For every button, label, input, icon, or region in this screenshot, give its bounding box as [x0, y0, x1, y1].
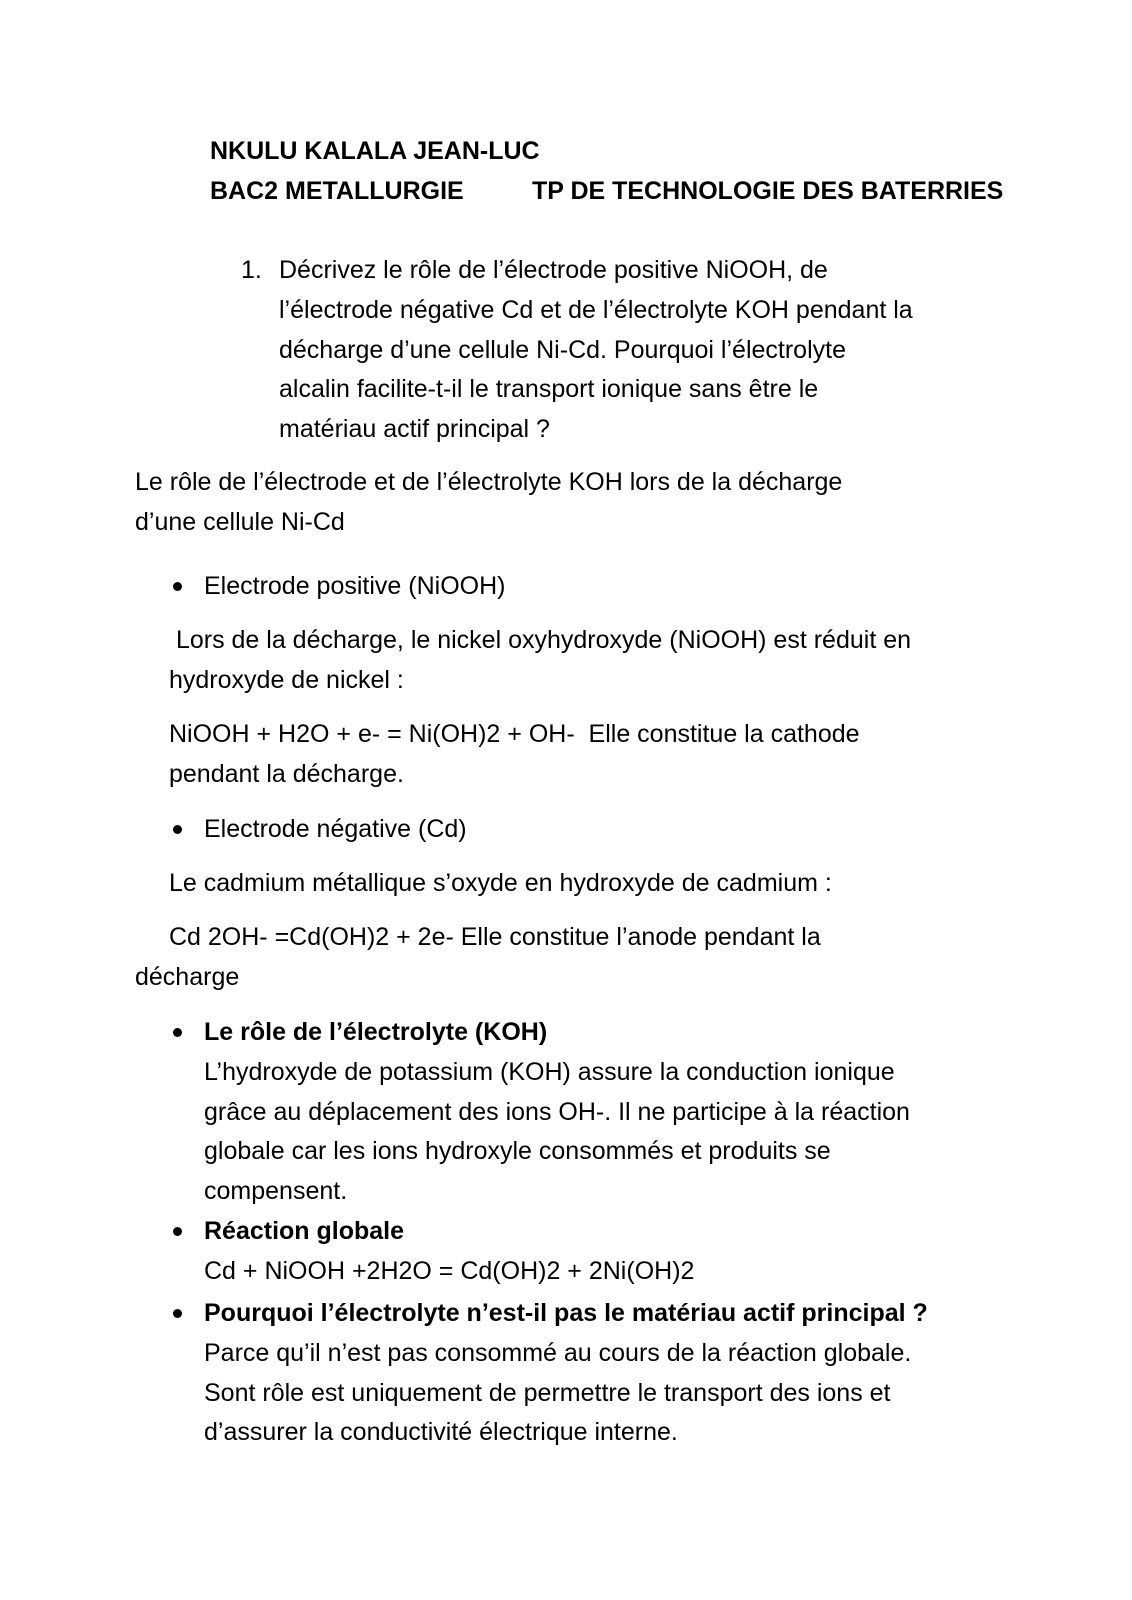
author-name	[210, 131, 540, 171]
author-name-text: NKULU KALALA JEAN-LUC	[210, 137, 540, 165]
bullet-icon	[173, 1309, 182, 1318]
level-label: BAC2 METALLURGIE	[210, 177, 464, 205]
electrolyte-line: compensent.	[204, 1177, 348, 1205]
global-reaction-equation: Cd + NiOOH +2H2O = Cd(OH)2 + 2Ni(OH)2	[204, 1257, 695, 1285]
why-heading: Pourquoi l’électrolyte n’est-il pas le matériau actif principal ?	[204, 1299, 928, 1327]
intro-line: d’une cellule Ni-Cd	[135, 508, 345, 536]
bullet-icon	[173, 1227, 182, 1236]
electrolyte-line: grâce au déplacement des ions OH-. Il ne participe à la réaction	[204, 1098, 910, 1126]
positive-desc-line: hydroxyde de nickel :	[169, 666, 404, 694]
positive-electrode-heading: Electrode positive (NiOOH)	[204, 572, 506, 600]
header-course-line	[210, 171, 1004, 211]
positive-equation-line: pendant la décharge.	[169, 760, 404, 788]
course-title: TP DE TECHNOLOGIE DES BATERRIES	[532, 177, 1004, 205]
question-line: l’électrode négative Cd et de l’électrolyte KOH pendant la	[279, 296, 913, 324]
question-number: 1.	[241, 256, 262, 284]
positive-equation-line: NiOOH + H2O + e- = Ni(OH)2 + OH- Elle constitue la cathode	[169, 720, 860, 748]
why-line: d’assurer la conductivité électrique interne.	[204, 1418, 678, 1446]
question-line: matériau actif principal ?	[279, 415, 550, 443]
why-line: Sont rôle est uniquement de permettre le transport des ions et	[204, 1379, 891, 1407]
bullet-icon	[173, 825, 182, 834]
bullet-icon	[173, 1028, 182, 1037]
negative-equation-line: décharge	[135, 963, 240, 991]
bullet-icon	[173, 582, 182, 591]
question-line: décharge d’une cellule Ni-Cd. Pourquoi l’électrolyte	[279, 336, 846, 364]
global-reaction-heading: Réaction globale	[204, 1217, 405, 1245]
electrolyte-line: globale car les ions hydroxyle consommés et produits se	[204, 1137, 831, 1165]
question-line: Décrivez le rôle de l’électrode positive NiOOH, de	[279, 256, 828, 284]
electrolyte-heading: Le rôle de l’électrolyte (KOH)	[204, 1018, 548, 1046]
negative-electrode-heading: Electrode négative (Cd)	[204, 815, 467, 843]
negative-equation-line: Cd 2OH- =Cd(OH)2 + 2e- Elle constitue l’anode pendant la	[169, 923, 821, 951]
positive-desc-line: Lors de la décharge, le nickel oxyhydroxyde (NiOOH) est réduit en	[169, 626, 912, 654]
why-line: Parce qu’il n’est pas consommé au cours de la réaction globale.	[204, 1339, 912, 1367]
negative-desc: Le cadmium métallique s’oxyde en hydroxyde de cadmium :	[169, 869, 832, 897]
intro-line: Le rôle de l’électrode et de l’électrolyte KOH lors de la décharge	[135, 468, 843, 496]
question-line: alcalin facilite-t-il le transport ionique sans être le	[279, 375, 819, 403]
electrolyte-line: L’hydroxyde de potassium (KOH) assure la conduction ionique	[204, 1058, 895, 1086]
